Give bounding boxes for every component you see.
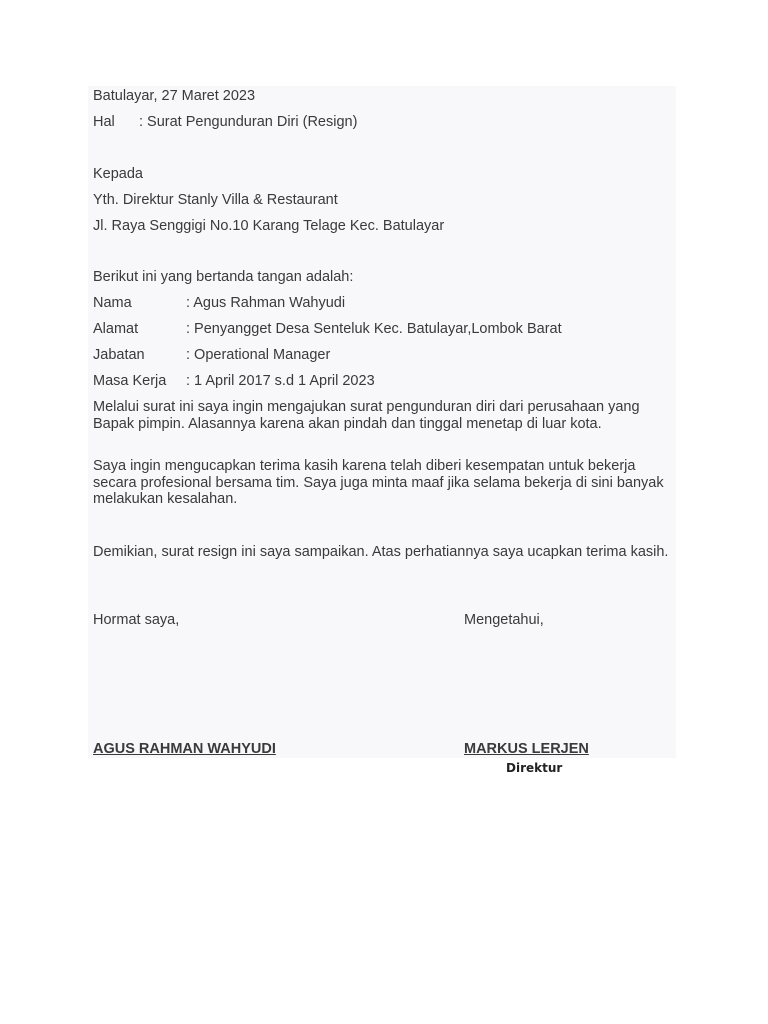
recipient-address: Jl. Raya Senggigi No.10 Karang Telage Kec. Batulayar — [93, 218, 445, 234]
closing-paragraph: Demikian, surat resign ini saya sampaikan. Atas perhatiannya saya ucapkan terima kasih. — [93, 544, 669, 560]
regards-right: Mengetahui, — [464, 612, 544, 628]
field-label: Masa Kerja — [93, 373, 167, 389]
field-value: : Operational Manager — [186, 347, 331, 363]
field-value: : Agus Rahman Wahyudi — [186, 295, 346, 311]
subject-line — [93, 114, 357, 131]
field-label: Nama — [93, 295, 132, 311]
field-label: Jabatan — [93, 347, 145, 363]
body-paragraph-2: Saya ingin mengucapkan terima kasih karena telah diberi kesempatan untuk bekerja secara profesional bersama tim. Saya juga minta maaf jika selama bekerja di sini banyak melakukan kesalahan. — [93, 458, 664, 507]
recipient-name: Yth. Direktur Stanly Villa & Restaurant — [93, 192, 338, 208]
field-row — [93, 295, 345, 312]
regards-left: Hormat saya, — [93, 612, 180, 628]
field-row — [93, 321, 562, 338]
field-label: Alamat — [93, 321, 139, 337]
field-value: : 1 April 2017 s.d 1 April 2023 — [186, 373, 375, 389]
intro-text: Berikut ini yang bertanda tangan adalah: — [93, 269, 354, 285]
subject-label: Hal — [93, 114, 115, 130]
field-row — [93, 347, 330, 364]
body-paragraph-1: Melalui surat ini saya ingin mengajukan surat pengunduran diri dari perusahaan yang Bapak pimpin. Alasannya karena akan pindah dan tinggal menetap di luar kota. — [93, 399, 640, 432]
signer-right-name: MARKUS LERJEN — [464, 741, 589, 757]
field-value: : Penyangget Desa Senteluk Kec. Batulayar,Lombok Barat — [186, 321, 562, 337]
place-date: Batulayar, 27 Maret 2023 — [93, 88, 256, 104]
field-row — [93, 373, 375, 390]
recipient-greeting: Kepada — [93, 166, 143, 182]
signer-left-name: AGUS RAHMAN WAHYUDI — [93, 741, 276, 757]
signer-right-title: Direktur — [506, 761, 563, 775]
subject-value: : Surat Pengunduran Diri (Resign) — [139, 114, 358, 130]
